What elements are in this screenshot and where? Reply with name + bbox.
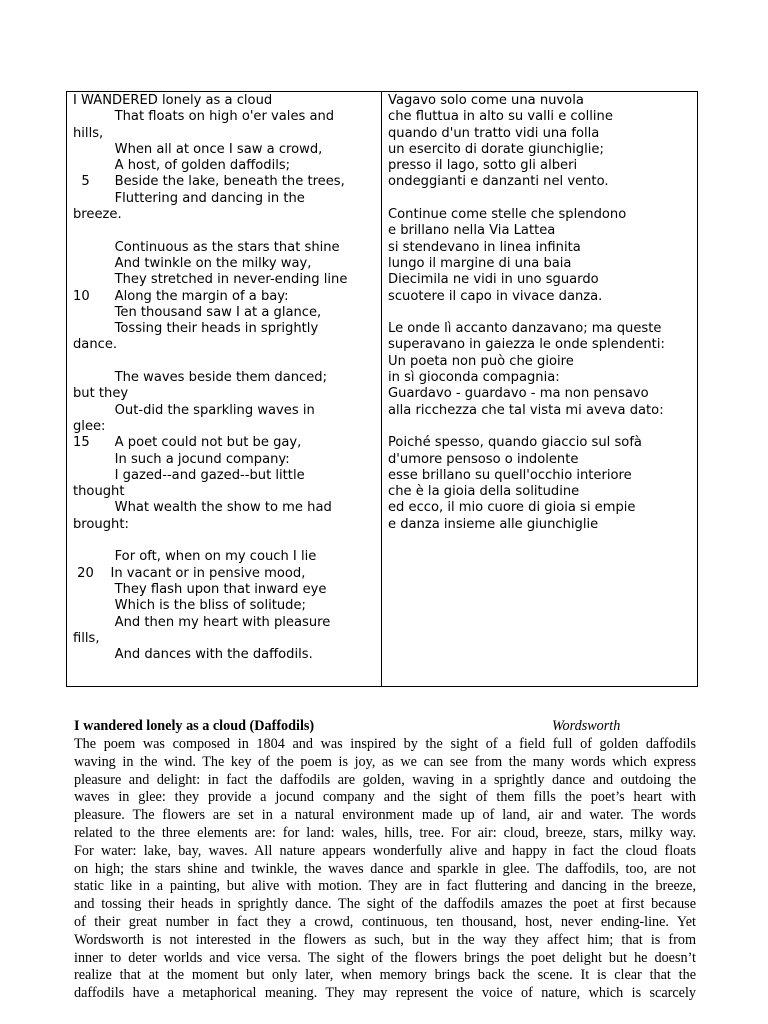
poem-line: thought: [73, 484, 125, 500]
poem-line: They flash upon that inward eye: [73, 581, 327, 597]
poem-line: In such a jocund company:: [73, 451, 290, 467]
stanza-break: [388, 191, 697, 207]
translation-line: lungo il margine di una baia: [388, 255, 572, 271]
poem-line: When all at once I saw a crowd,: [73, 141, 323, 157]
poem-line: What wealth the show to me had: [73, 500, 332, 516]
poem-line: That floats on high o'er vales and: [73, 109, 335, 125]
poem-line: And twinkle on the milky way,: [73, 255, 312, 271]
translation-line: Diecimila ne vidi in uno sguardo: [388, 272, 599, 288]
commentary-line: pleasure. The flowers are set in a natural environment made up of land, air and water. The words: [74, 807, 696, 824]
poem-line: A host, of golden daffodils;: [73, 158, 291, 174]
poem-line: For oft, when on my couch I lie: [73, 549, 317, 565]
commentary-line: waves in glee: they provide a jocund company and the sight of them fills the poet’s heart with: [74, 789, 696, 806]
poem-line: Out-did the sparkling waves in: [73, 402, 315, 418]
translation-line: si stendevano in linea infinita: [388, 239, 581, 255]
translation-line: alla ricchezza che tal vista mi aveva dato:: [388, 402, 664, 418]
commentary-line: waving in the wind. The key of the poem is joy, as we can see from the many words which express: [74, 753, 696, 770]
stanza-break: [73, 223, 381, 239]
poem-line: I gazed--and gazed--but little: [73, 467, 305, 483]
commentary-title: I wandered lonely as a cloud (Daffodils): [74, 718, 315, 734]
poem-line: 15 A poet could not but be gay,: [73, 435, 302, 451]
translation-line: superavano in gaiezza le onde splendenti:: [388, 337, 665, 353]
poem-line: breeze.: [73, 207, 122, 223]
english-poem-column: [67, 92, 382, 686]
translation-line: e brillano nella Via Lattea: [388, 223, 556, 239]
poem-line: brought:: [73, 516, 129, 532]
commentary-body: [74, 736, 696, 1003]
commentary-line: of their great number in fact they a crowd, continuous, ten thousand, host, never ending-line. Yet: [74, 913, 696, 930]
translation-line: Le onde lì accanto danzavano; ma queste: [388, 321, 662, 337]
poem-line: glee:: [73, 418, 106, 434]
commentary-heading: [74, 718, 696, 736]
translation-line: un esercito di dorate giunchiglie;: [388, 141, 604, 157]
poem-table: [66, 91, 698, 687]
commentary-line: on high; the stars shine and twinkle, the waves dance and sparkle in glee. The daffodils, too, are not: [74, 860, 696, 877]
poem-line: They stretched in never-ending line: [73, 272, 348, 288]
commentary-line: realize that at the moment but only later, when memory brings back the scene. It is clear that the: [74, 967, 696, 984]
poem-line: hills,: [73, 125, 104, 141]
poem-line: but they: [73, 386, 129, 402]
poem-line: 5 Beside the lake, beneath the trees,: [73, 174, 345, 190]
stanza-break: [388, 305, 697, 321]
stanza-break: [73, 354, 381, 370]
commentary-line: The poem was composed in 1804 and was inspired by the sight of a field full of golden daffodils: [74, 736, 696, 752]
poem-line: Ten thousand saw I at a glance,: [73, 304, 322, 320]
translation-line: scuotere il capo in vivace danza.: [388, 288, 603, 304]
translation-line: che è la gioia della solitudine: [388, 484, 580, 500]
translation-line: ed ecco, il mio cuore di gioia si empie: [388, 500, 636, 516]
translation-line: in sì gioconda compagnia:: [388, 370, 560, 386]
stanza-break: [388, 419, 697, 435]
poem-line: Tossing their heads in sprightly: [73, 321, 319, 337]
poem-line: The waves beside them danced;: [73, 370, 328, 386]
poem-line: dance.: [73, 337, 118, 353]
commentary-line: and tossing their heads in sprightly dance. The sight of the daffodils amazes the poet at first because: [74, 896, 696, 913]
translation-line: esse brillano su quell'occhio interiore: [388, 467, 632, 483]
commentary-line: static like in a painting, but alive with motion. They are in fact fluttering and dancing in the breeze,: [74, 878, 696, 895]
translation-line: d'umore pensoso o indolente: [388, 451, 579, 467]
poem-line: Fluttering and dancing in the: [73, 190, 305, 206]
translation-line: presso il lago, sotto gli alberi: [388, 158, 578, 174]
translation-line: Poiché spesso, quando giaccio sul sofà: [388, 435, 642, 451]
translation-line: quando d'un tratto vidi una folla: [388, 125, 600, 141]
poem-line: 20 In vacant or in pensive mood,: [73, 565, 306, 581]
italian-translation-column: [382, 92, 697, 686]
translation-line: Vagavo solo come una nuvola: [388, 93, 584, 108]
poem-line: Which is the bliss of solitude;: [73, 598, 306, 614]
translation-line: Un poeta non può che gioire: [388, 353, 574, 369]
poem-line: I WANDERED lonely as a cloud: [73, 93, 273, 108]
commentary-line: Wordsworth is not interested in the flowers as such, but in the way they affect him; that is from: [74, 931, 696, 948]
commentary-line: related to the three elements are: for land: wales, hills, tree. For air: cloud, breeze, stars, milky way.: [74, 824, 696, 841]
translation-line: e danza insieme alle giunchiglie: [388, 516, 599, 532]
translation-line: che fluttua in alto su valli e colline: [388, 109, 613, 125]
poem-line: 10 Along the margin of a bay:: [73, 288, 289, 304]
translation-line: Guardavo - guardavo - ma non pensavo: [388, 386, 649, 402]
stanza-break: [73, 533, 381, 549]
poem-line: And then my heart with pleasure: [73, 614, 331, 630]
commentary-section: [74, 718, 696, 1003]
commentary-line: inner to deter worlds and vice versa. The sight of the flowers brings the poet delight but he doesn’t: [74, 949, 696, 966]
commentary-line: daffodils have a metaphorical meaning. They may represent the voice of nature, which is scarcely: [74, 985, 696, 1002]
poem-line: And dances with the daffodils.: [73, 647, 313, 663]
translation-line: ondeggianti e danzanti nel vento.: [388, 174, 609, 190]
commentary-author: Wordsworth: [552, 718, 621, 734]
commentary-line: For water: lake, bay, waves. All nature appears wonderfully alive and happy in fact the cloud floats: [74, 842, 696, 859]
translation-line: Continue come stelle che splendono: [388, 207, 627, 223]
poem-line: fills,: [73, 630, 100, 646]
commentary-line: pleasure and delight: in fact the daffodils are golden, waving in a sprightly dance and outdoing the: [74, 771, 696, 788]
poem-line: Continuous as the stars that shine: [73, 239, 340, 255]
